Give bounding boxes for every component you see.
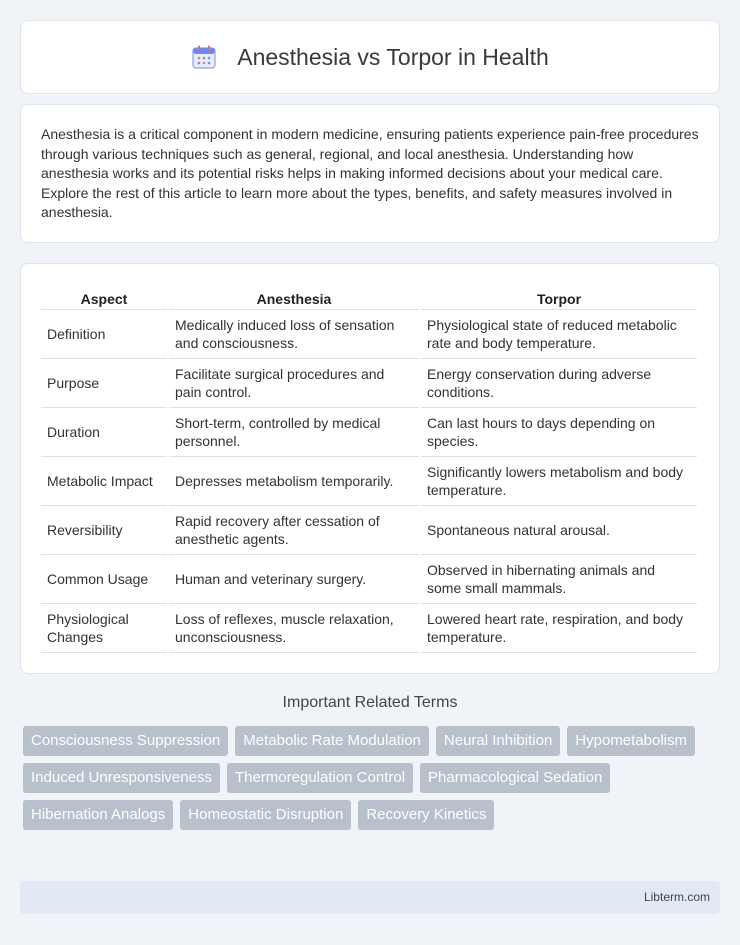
related-term-tag[interactable]: Homeostatic Disruption — [180, 800, 351, 830]
table-row — [41, 457, 697, 506]
footer-site-link[interactable]: Libterm.com — [643, 890, 710, 904]
cell-anesthesia: Rapid recovery after cessation of anesthetic agents. — [169, 506, 419, 555]
table-row — [41, 506, 697, 555]
cell-torpor: Observed in hibernating animals and some small mammals. — [421, 555, 697, 604]
comparison-table — [39, 284, 699, 653]
cell-torpor: Can last hours to days depending on species. — [421, 408, 697, 457]
cell-anesthesia: Short-term, controlled by medical personnel. — [169, 408, 419, 457]
cell-aspect: Definition — [41, 310, 167, 359]
cell-aspect: Purpose — [41, 359, 167, 408]
cell-torpor: Spontaneous natural arousal. — [421, 506, 697, 555]
related-term-tag[interactable]: Pharmacological Sedation — [420, 763, 610, 793]
related-term-tag[interactable]: Recovery Kinetics — [358, 800, 494, 830]
table-row — [41, 604, 697, 653]
intro-card — [20, 104, 720, 243]
related-term-tag[interactable]: Thermoregulation Control — [227, 763, 413, 793]
table-row — [41, 555, 697, 604]
table-row — [41, 310, 697, 359]
footer-bar — [20, 881, 720, 914]
related-term-tag[interactable]: Metabolic Rate Modulation — [235, 726, 429, 756]
cell-anesthesia: Depresses metabolism temporarily. — [169, 457, 419, 506]
related-term-tag[interactable]: Hibernation Analogs — [23, 800, 173, 830]
related-terms-list — [23, 726, 703, 837]
cell-anesthesia: Medically induced loss of sensation and consciousness. — [169, 310, 419, 359]
related-term-tag[interactable]: Neural Inhibition — [436, 726, 560, 756]
cell-anesthesia: Loss of reflexes, muscle relaxation, unconsciousness. — [169, 604, 419, 653]
cell-aspect: Reversibility — [41, 506, 167, 555]
cell-torpor: Energy conservation during adverse conditions. — [421, 359, 697, 408]
related-terms-title: Important Related Terms — [282, 694, 458, 711]
header-card — [20, 20, 720, 94]
related-term-tag[interactable]: Induced Unresponsiveness — [23, 763, 220, 793]
comparison-table-card — [20, 263, 720, 674]
cell-torpor: Lowered heart rate, respiration, and body temperature. — [421, 604, 697, 653]
cell-torpor: Physiological state of reduced metabolic rate and body temperature. — [421, 310, 697, 359]
header-aspect: Aspect — [41, 284, 167, 310]
cell-aspect: Metabolic Impact — [41, 457, 167, 506]
calendar-icon — [191, 44, 217, 70]
table-row — [41, 359, 697, 408]
header-anesthesia: Anesthesia — [169, 284, 419, 310]
table-header-row — [41, 284, 697, 310]
cell-aspect: Physiological Changes — [41, 604, 167, 653]
header-torpor: Torpor — [421, 284, 697, 310]
related-term-tag[interactable]: Hypometabolism — [567, 726, 695, 756]
table-row — [41, 408, 697, 457]
related-term-tag[interactable]: Consciousness Suppression — [23, 726, 228, 756]
cell-anesthesia: Facilitate surgical procedures and pain control. — [169, 359, 419, 408]
page-title: Anesthesia vs Torpor in Health — [237, 43, 549, 70]
cell-aspect: Common Usage — [41, 555, 167, 604]
cell-torpor: Significantly lowers metabolism and body temperature. — [421, 457, 697, 506]
cell-anesthesia: Human and veterinary surgery. — [169, 555, 419, 604]
cell-aspect: Duration — [41, 408, 167, 457]
intro-text: Anesthesia is a critical component in modern medicine, ensuring patients experience pain-free procedures through various techniques such as general, regional, and local anesthesia. Understanding how anesthesia works and its potential risks helps in making informed decisions about your medical care. Explore the rest of this article to learn more about the types, benefits, and safety measures involved in anesthesia. — [41, 126, 699, 221]
